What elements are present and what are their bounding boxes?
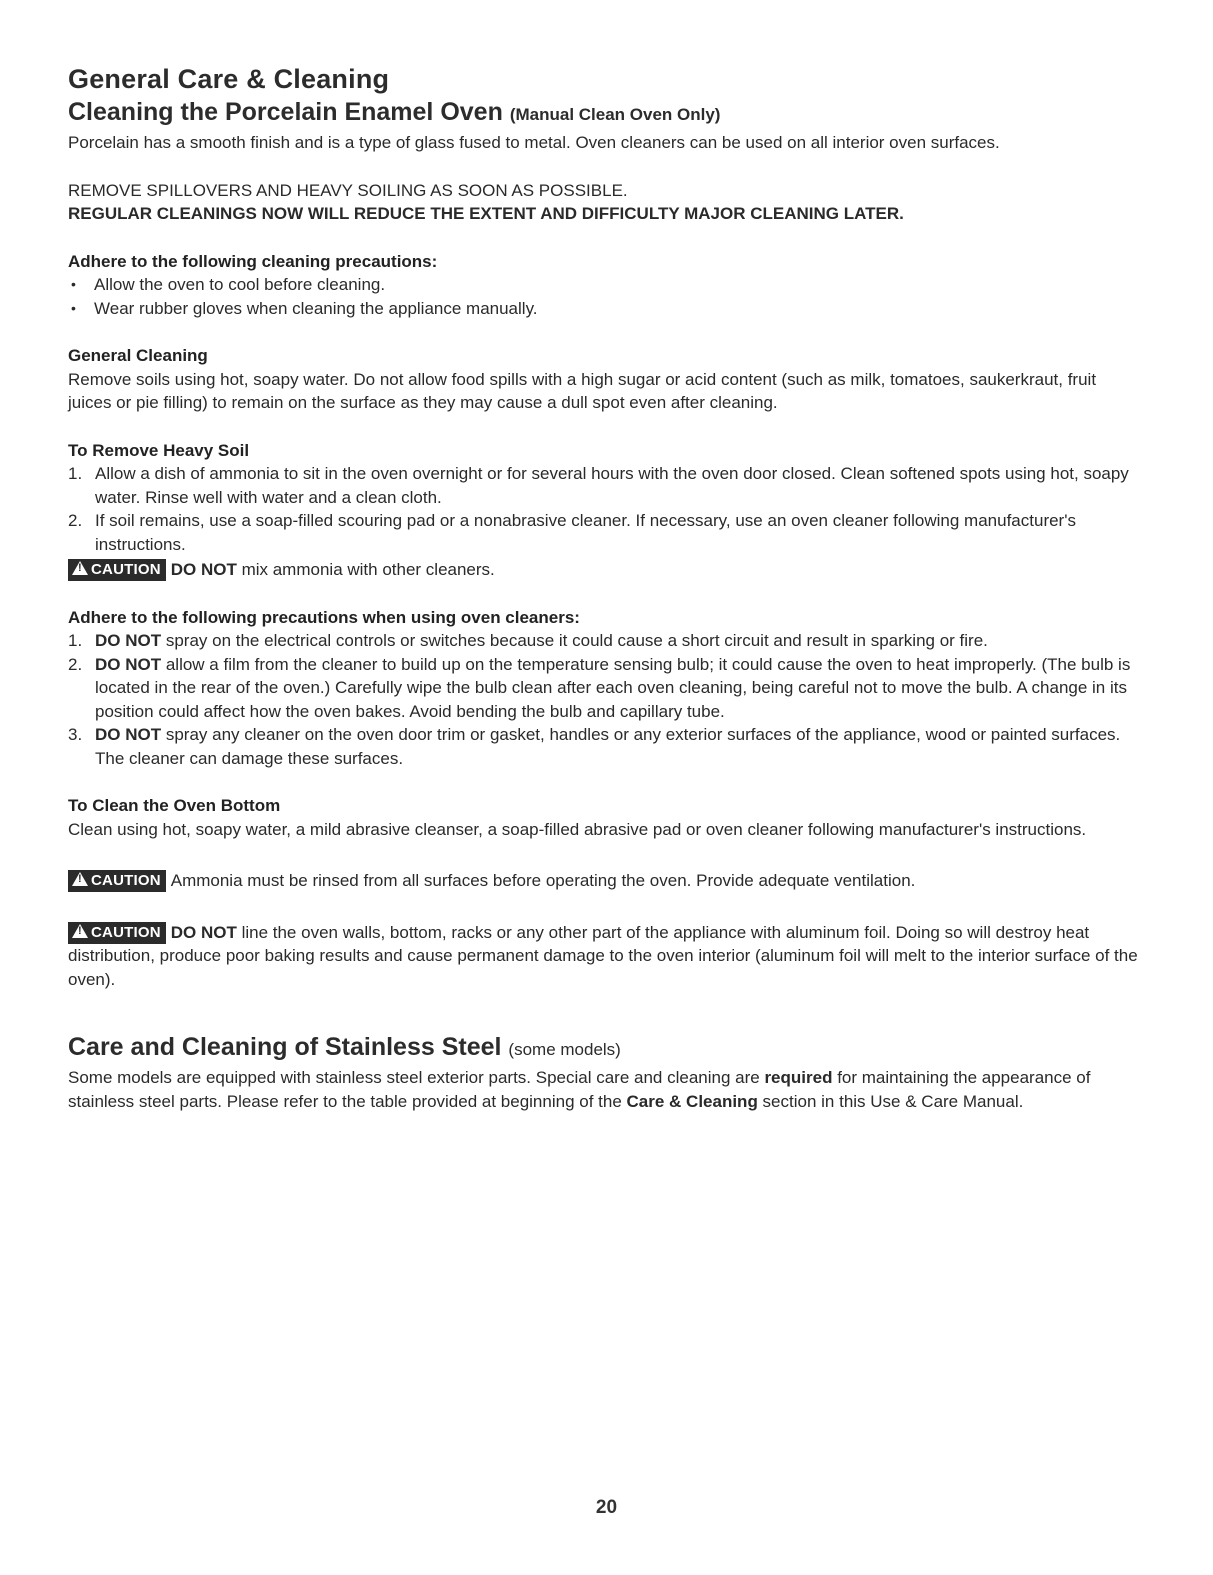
list-item: 2. DO NOT allow a film from the cleaner to build up on the temperature sensing bulb; it could cause the oven to heat improperly. (The bulb is located in the rear of the oven.) Carefully wipe the bulb clean after each oven cleaning, being careful not to move the bulb. A change in its position could affect how the oven bakes. Avoid bending the bulb and capillary tube.	[68, 654, 1131, 721]
list-item: 1. DO NOT spray on the electrical controls or switches because it could cause a short circuit and result in sparking or fire.	[68, 631, 988, 650]
oven-cleaner-steps	[68, 629, 1143, 770]
oven-cleaners-label: Adhere to the following precautions when using oven cleaners:	[68, 607, 580, 627]
stainless-heading-note: (some models)	[508, 1040, 621, 1059]
caution-badge: !CAUTION	[68, 559, 166, 581]
list-item: • Wear rubber gloves when cleaning the appliance manually.	[71, 298, 538, 318]
warning-triangle-icon	[72, 924, 88, 938]
oven-bottom-text: Clean using hot, soapy water, a mild abrasive cleanser, a soap-filled abrasive pad or oven cleaner following manufacturer's instructions.	[68, 819, 1087, 839]
heavy-soil-label: To Remove Heavy Soil	[68, 440, 250, 460]
list-item: 3. DO NOT spray any cleaner on the oven door trim or gasket, handles or any exterior surfaces of the appliance, wood or painted surfaces. The cleaner can damage these surfaces.	[68, 725, 1121, 768]
general-cleaning-text: Remove soils using hot, soapy water. Do not allow food spills with a high sugar or acid content (such as milk, tomatoes, saukerkraut, fruit juices or pie filling) to remain on the surface as they may cause a dull spot even after cleaning.	[68, 369, 1097, 412]
caution-ammonia-mix: !CAUTION DO NOT mix ammonia with other cleaners.	[68, 558, 1143, 582]
warning-triangle-icon	[72, 872, 88, 886]
stainless-heading	[68, 1031, 1143, 1066]
caution-badge: !CAUTION	[68, 922, 166, 944]
heavy-soil-steps	[68, 462, 1143, 556]
list-item: 1. Allow a dish of ammonia to sit in the oven overnight or for several hours with the oven door closed. Clean softened spots using hot, soapy water. Rinse well with water and a clean cloth.	[68, 464, 1129, 507]
caution-ammonia-rinse: !CAUTION Ammonia must be rinsed from all surfaces before operating the oven. Provide adequate ventilation.	[68, 869, 1143, 893]
porcelain-heading-note: (Manual Clean Oven Only)	[509, 105, 721, 124]
list-item: 2. If soil remains, use a soap-filled scouring pad or a nonabrasive cleaner. If necessary, use an oven cleaner following manufacturer's instructions.	[68, 511, 1076, 554]
oven-bottom-label: To Clean the Oven Bottom	[68, 796, 281, 815]
caution-badge: !CAUTION	[68, 870, 166, 892]
precautions-label: Adhere to the following cleaning precautions:	[68, 251, 438, 271]
page-title: General Care & Cleaning	[68, 64, 390, 94]
precautions-list	[68, 273, 1143, 320]
list-item: • Allow the oven to cool before cleaning.	[71, 275, 386, 294]
regular-cleanings-line: REGULAR CLEANINGS NOW WILL REDUCE THE EXTENT AND DIFFICULTY MAJOR CLEANING LATER.	[68, 204, 904, 223]
general-cleaning-label: General Cleaning	[68, 346, 208, 365]
page-number: 20	[595, 1497, 618, 1518]
page-content	[68, 62, 1143, 1113]
porcelain-heading	[68, 96, 1143, 131]
caution-aluminum-foil: !CAUTION DO NOT line the oven walls, bottom, racks or any other part of the appliance with aluminum foil. Doing so will destroy heat distribution, produce poor baking results and cause permanent damage to the oven interior (aluminum foil will melt to the interior surface of the oven).	[68, 921, 1143, 992]
warning-triangle-icon	[72, 561, 88, 575]
remove-spillovers-line: REMOVE SPILLOVERS AND HEAVY SOILING AS SOON AS POSSIBLE.	[68, 180, 628, 200]
porcelain-heading-text: Cleaning the Porcelain Enamel Oven	[68, 98, 503, 126]
porcelain-intro: Porcelain has a smooth finish and is a type of glass fused to metal. Oven cleaners can be used on all interior oven surfaces.	[68, 133, 1000, 152]
stainless-heading-text: Care and Cleaning of Stainless Steel	[68, 1033, 502, 1061]
stainless-text: Some models are equipped with stainless steel exterior parts. Special care and cleaning are required for maintaining the appearance of stainless steel parts. Please refer to the table provided at beginning of the Care & Cleaning section in this Use & Care Manual.	[68, 1068, 1091, 1111]
